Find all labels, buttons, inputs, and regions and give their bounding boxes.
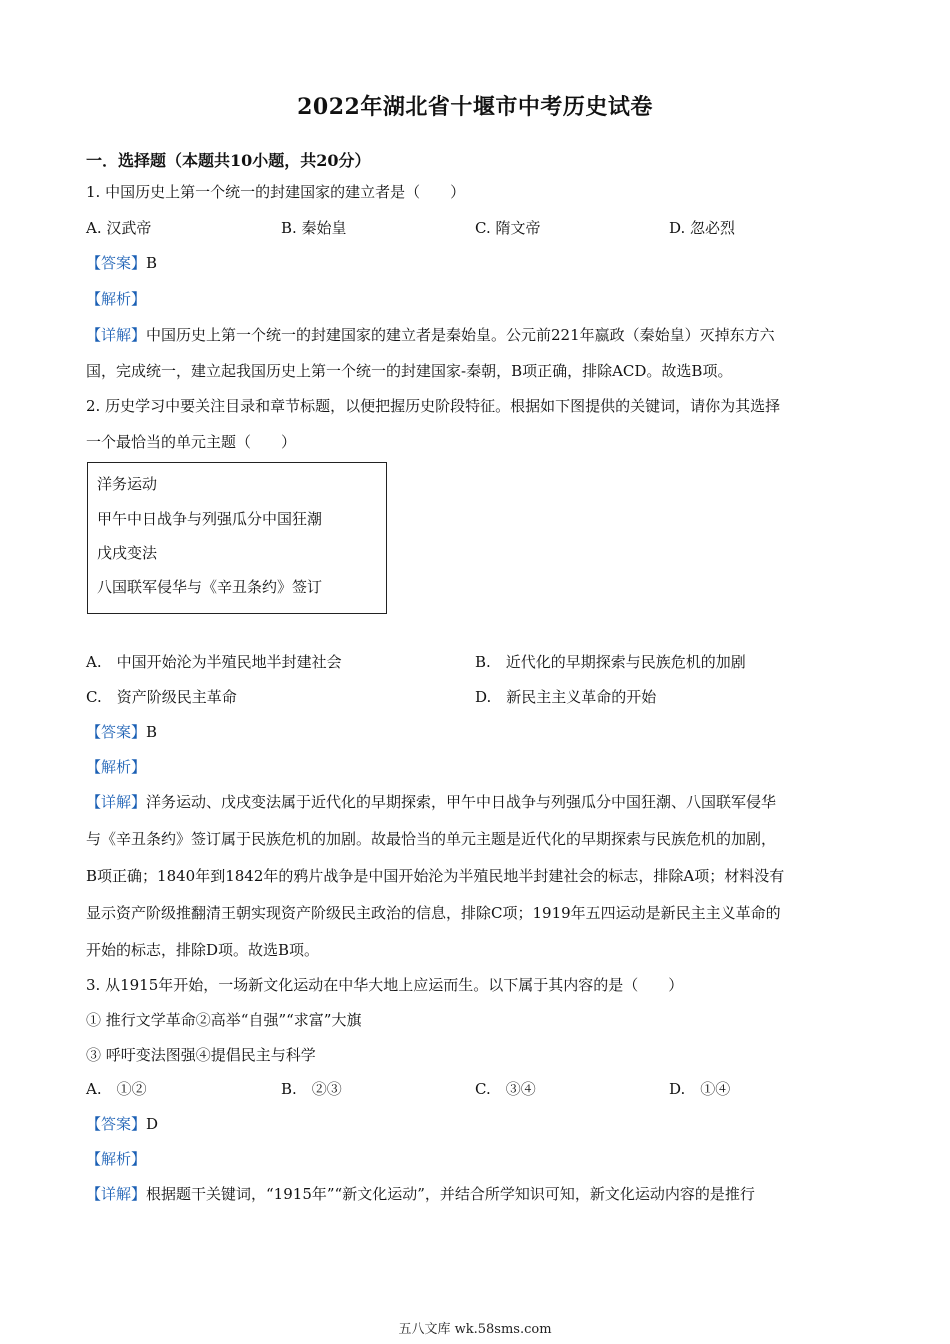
analysis-tag: 【解析】 (86, 290, 147, 308)
q2-detail-line-1 (86, 792, 776, 812)
answer-tag: 【答案】 (86, 254, 147, 272)
q2-option-d: D. 新民主主义革命的开始 (475, 688, 657, 706)
q1-stem: 1. 中国历史上第一个统一的封建国家的建立者是（ ） (86, 183, 466, 201)
answer-value: D (146, 1115, 159, 1133)
q2-stem-line-2: 一个最恰当的单元主题（ ） (86, 433, 297, 451)
keyword-item: 洋务运动 (97, 475, 158, 493)
q1-option-a: A. 汉武帝 (86, 219, 152, 237)
q3-item-line-1: ① 推行文学革命②高举“自强”“求富”大旗 (86, 1011, 362, 1029)
detail-tag: 【详解】 (86, 793, 147, 811)
keyword-box (87, 462, 387, 614)
q1-answer (86, 253, 157, 273)
q3-option-a: A. ①② (86, 1080, 147, 1098)
q1-detail-line-1 (86, 325, 775, 345)
answer-tag: 【答案】 (86, 723, 147, 741)
keyword-item: 戊戌变法 (97, 544, 158, 562)
analysis-tag: 【解析】 (86, 758, 147, 776)
q2-option-c: C. 资产阶级民主革命 (86, 688, 237, 706)
q3-detail-line-1 (86, 1184, 755, 1204)
q3-item-line-2: ③ 呼吁变法图强④提倡民主与科学 (86, 1046, 316, 1064)
q3-option-d: D. ①④ (669, 1080, 731, 1098)
detail-tag: 【详解】 (86, 1185, 147, 1203)
q3-option-b: B. ②③ (281, 1080, 342, 1098)
answer-value: B (146, 254, 158, 272)
q2-answer (86, 722, 157, 742)
q1-option-c: C. 隋文帝 (475, 219, 541, 237)
detail-tag: 【详解】 (86, 326, 147, 344)
detail-text: 洋务运动、戊戌变法属于近代化的早期探索，甲午中日战争与列强瓜分中国狂潮、八国联军侵华 (146, 793, 777, 811)
q2-stem-line-1: 2. 历史学习中要关注目录和章节标题，以便把握历史阶段特征。根据如下图提供的关键词，请你为其选择 (86, 397, 781, 415)
keyword-item: 八国联军侵华与《辛丑条约》签订 (97, 578, 323, 596)
q2-option-a: A. 中国开始沦为半殖民地半封建社会 (86, 653, 342, 671)
answer-tag: 【答案】 (86, 1115, 147, 1133)
section-title: 一．选择题（本题共10小题，共20分） (86, 151, 371, 170)
detail-text: 根据题干关键词，“1915年”“新文化运动”，并结合所学知识可知，新文化运动内容的是推行 (146, 1185, 755, 1203)
q1-option-d: D. 忽必烈 (669, 219, 736, 237)
q2-detail-line-4: 显示资产阶级推翻清王朝实现资产阶级民主政治的信息，排除C项；1919年五四运动是新民主主义革命的 (86, 904, 781, 922)
q2-analysis-tag (86, 757, 146, 777)
q2-detail-line-2: 与《辛丑条约》签订属于民族危机的加剧。故最恰当的单元主题是近代化的早期探索与民族危机的加剧， (86, 830, 777, 848)
q1-detail-line-2: 国，完成统一，建立起我国历史上第一个统一的封建国家-秦朝，B项正确，排除ACD。故选B项。 (86, 362, 733, 380)
footer-watermark: 五八文库 wk.58sms.com (398, 1322, 552, 1337)
q3-analysis-tag (86, 1149, 146, 1169)
q1-analysis-tag (86, 289, 146, 309)
page-title: 2022年湖北省十堰市中考历史试卷 (297, 94, 653, 120)
keyword-item: 甲午中日战争与列强瓜分中国狂潮 (97, 510, 323, 528)
q2-detail-line-5: 开始的标志，排除D项。故选B项。 (86, 941, 320, 959)
q1-option-b: B. 秦始皇 (281, 219, 347, 237)
analysis-tag: 【解析】 (86, 1150, 147, 1168)
q3-answer (86, 1114, 158, 1134)
detail-text: 中国历史上第一个统一的封建国家的建立者是秦始皇。公元前221年嬴政（秦始皇）灭掉东方六 (146, 326, 775, 344)
q2-option-b: B. 近代化的早期探索与民族危机的加剧 (475, 653, 746, 671)
q2-detail-line-3: B项正确；1840年到1842年的鸦片战争是中国开始沦为半殖民地半封建社会的标志，排除A项；材料没有 (86, 867, 785, 885)
q3-option-c: C. ③④ (475, 1080, 536, 1098)
answer-value: B (146, 723, 158, 741)
q3-stem: 3. 从1915年开始，一场新文化运动在中华大地上应运而生。以下属于其内容的是（ ） (86, 976, 684, 994)
